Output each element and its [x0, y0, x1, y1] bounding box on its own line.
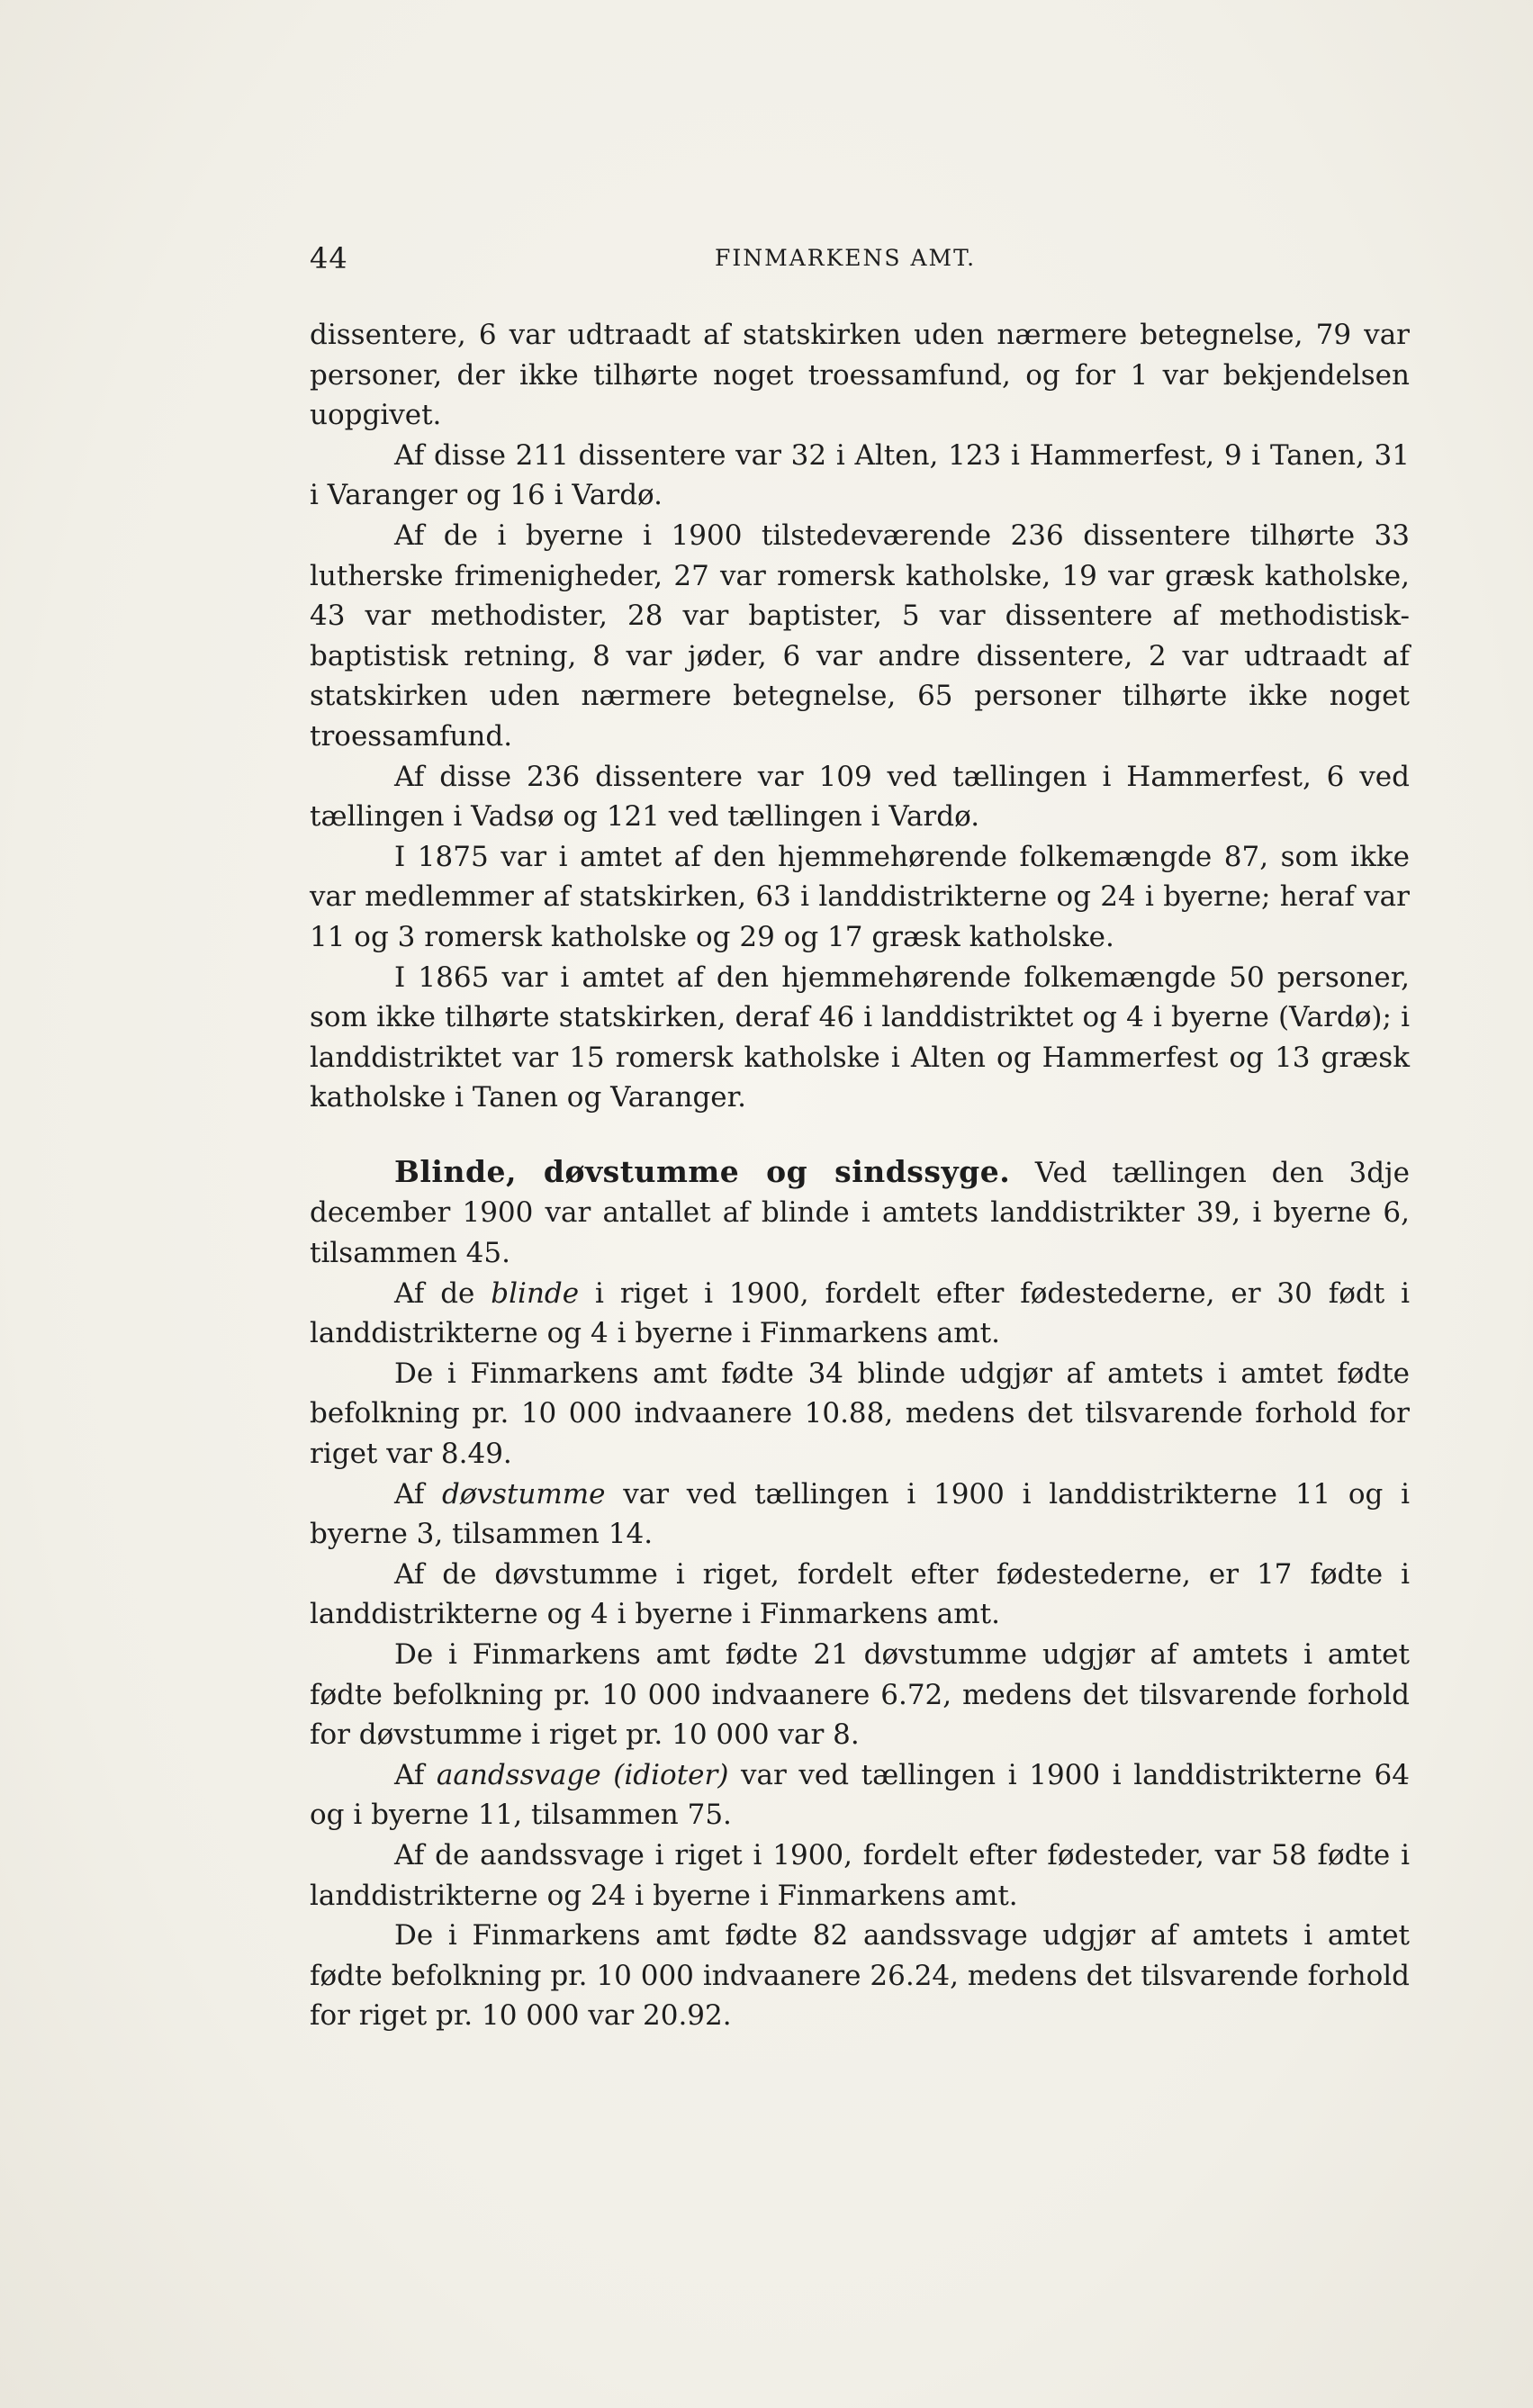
paragraph-9: De i Finmarkens amt fødte 34 blinde udgjør af amtets i amtet fødte befolkning pr. 10 000 indvaanere 10.88, medens det tilsvarende forhold for riget var 8.49. — [310, 1357, 1410, 1471]
paragraph-8-post: i riget i 1900, fordelt efter fødestederne, er 30 født i landdistrikterne og 4 i byerne i Finmarkens amt. — [310, 1276, 1410, 1350]
paragraph-5: I 1875 var i amtet af den hjemmehørende folkemængde 87, som ikke var medlemmer af statskirken, 63 i landdistrikterne og 24 i byerne; heraf var 11 og 3 romersk katholske og 29 og 17 græsk katholske. — [310, 840, 1410, 953]
paragraph-12: De i Finmarkens amt fødte 21 døvstumme udgjør af amtets i amtet fødte befolkning pr. 10 000 indvaanere 6.72, medens det tilsvarende forhold for døvstumme i riget pr. 10 000 var 8. — [310, 1638, 1410, 1752]
paragraph-4: Af disse 236 dissentere var 109 ved tællingen i Hammerfest, 6 ved tællingen i Vadsø og 121 ved tællingen i Vardø. — [310, 760, 1410, 834]
paragraph-15: De i Finmarkens amt fødte 82 aandssvage udgjør af amtets i amtet fødte befolkning pr. 10 000 indvaanere 26.24, medens det tilsvarende forhold for riget pr. 10 000 var 20.92. — [310, 1919, 1410, 2033]
paragraph-10-post: var ved tællingen i 1900 i landdistrikterne 11 og i byerne 3, tilsammen 14. — [310, 1477, 1411, 1551]
body-text — [310, 315, 1410, 2036]
section-heading: Blinde, døvstumme og sindssyge. — [394, 1153, 1011, 1189]
running-title: FINMARKENS AMT. — [715, 245, 977, 271]
paragraph-14: Af de aandssvage i riget i 1900, fordelt efter fødesteder, var 58 fødte i landdistrikterne og 24 i byerne i Finmarkens amt. — [310, 1838, 1410, 1912]
paragraph-8 — [310, 1274, 1410, 1354]
paragraph-10 — [310, 1475, 1410, 1555]
paragraph-13-post: var ved tællingen i 1900 i landdistrikterne 64 og i byerne 11, tilsammen 75. — [310, 1758, 1411, 1832]
paragraph-1: dissentere, 6 var udtraadt af statskirken uden nærmere betegnelse, 79 var personer, der ikke tilhørte noget troessamfund, og for 1 var bekjendelsen uopgivet. — [310, 319, 1410, 432]
running-head — [310, 225, 1410, 279]
text-column — [310, 225, 1410, 2036]
paragraph-13-pre: Af — [394, 1758, 437, 1791]
paragraph-8-pre: Af de — [394, 1276, 491, 1310]
paragraph-7-text: Ved tællingen den 3dje december 1900 var antallet af blinde i amtets landdistrikter 39, i byerne 6, tilsammen 45. — [310, 1156, 1410, 1270]
paragraph-2: Af disse 211 dissentere var 32 i Alten, 123 i Hammerfest, 9 i Tanen, 31 i Varanger og 16 i Vardø. — [310, 438, 1410, 512]
page-number: 44 — [310, 241, 348, 275]
paragraph-8-emphasis: blinde — [491, 1276, 580, 1310]
paragraph-6: I 1865 var i amtet af den hjemmehørende folkemængde 50 personer, som ikke tilhørte statskirken, deraf 46 i landdistriktet og 4 i byerne (Vardø); i landdistriktet var 15 romersk katholske i Alten og Hammerfest og 13 græsk katholske i Tanen og Varanger. — [310, 960, 1410, 1114]
paragraph-13-emphasis: aandssvage (idioter) — [436, 1758, 729, 1791]
paragraph-3: Af de i byerne i 1900 tilstedeværende 236 dissentere tilhørte 33 lutherske frimenigheder, 27 var romersk katholske, 19 var græsk katholske, 43 var methodister, 28 var baptister, 5 var dissentere af methodistisk-baptistisk retning, 8 var jøder, 6 var andre dissentere, 2 var udtraadt af statskirken uden nærmere betegnelse, 65 personer tilhørte ikke noget troessamfund. — [310, 519, 1410, 753]
paragraph-13 — [310, 1755, 1410, 1835]
paragraph-7 — [310, 1152, 1410, 1274]
paragraph-10-pre: Af — [394, 1477, 443, 1511]
paragraph-10-emphasis: døvstumme — [442, 1477, 606, 1511]
paragraph-11: Af de døvstumme i riget, fordelt efter fødestederne, er 17 fødte i landdistrikterne og 4 i byerne i Finmarkens amt. — [310, 1557, 1410, 1631]
